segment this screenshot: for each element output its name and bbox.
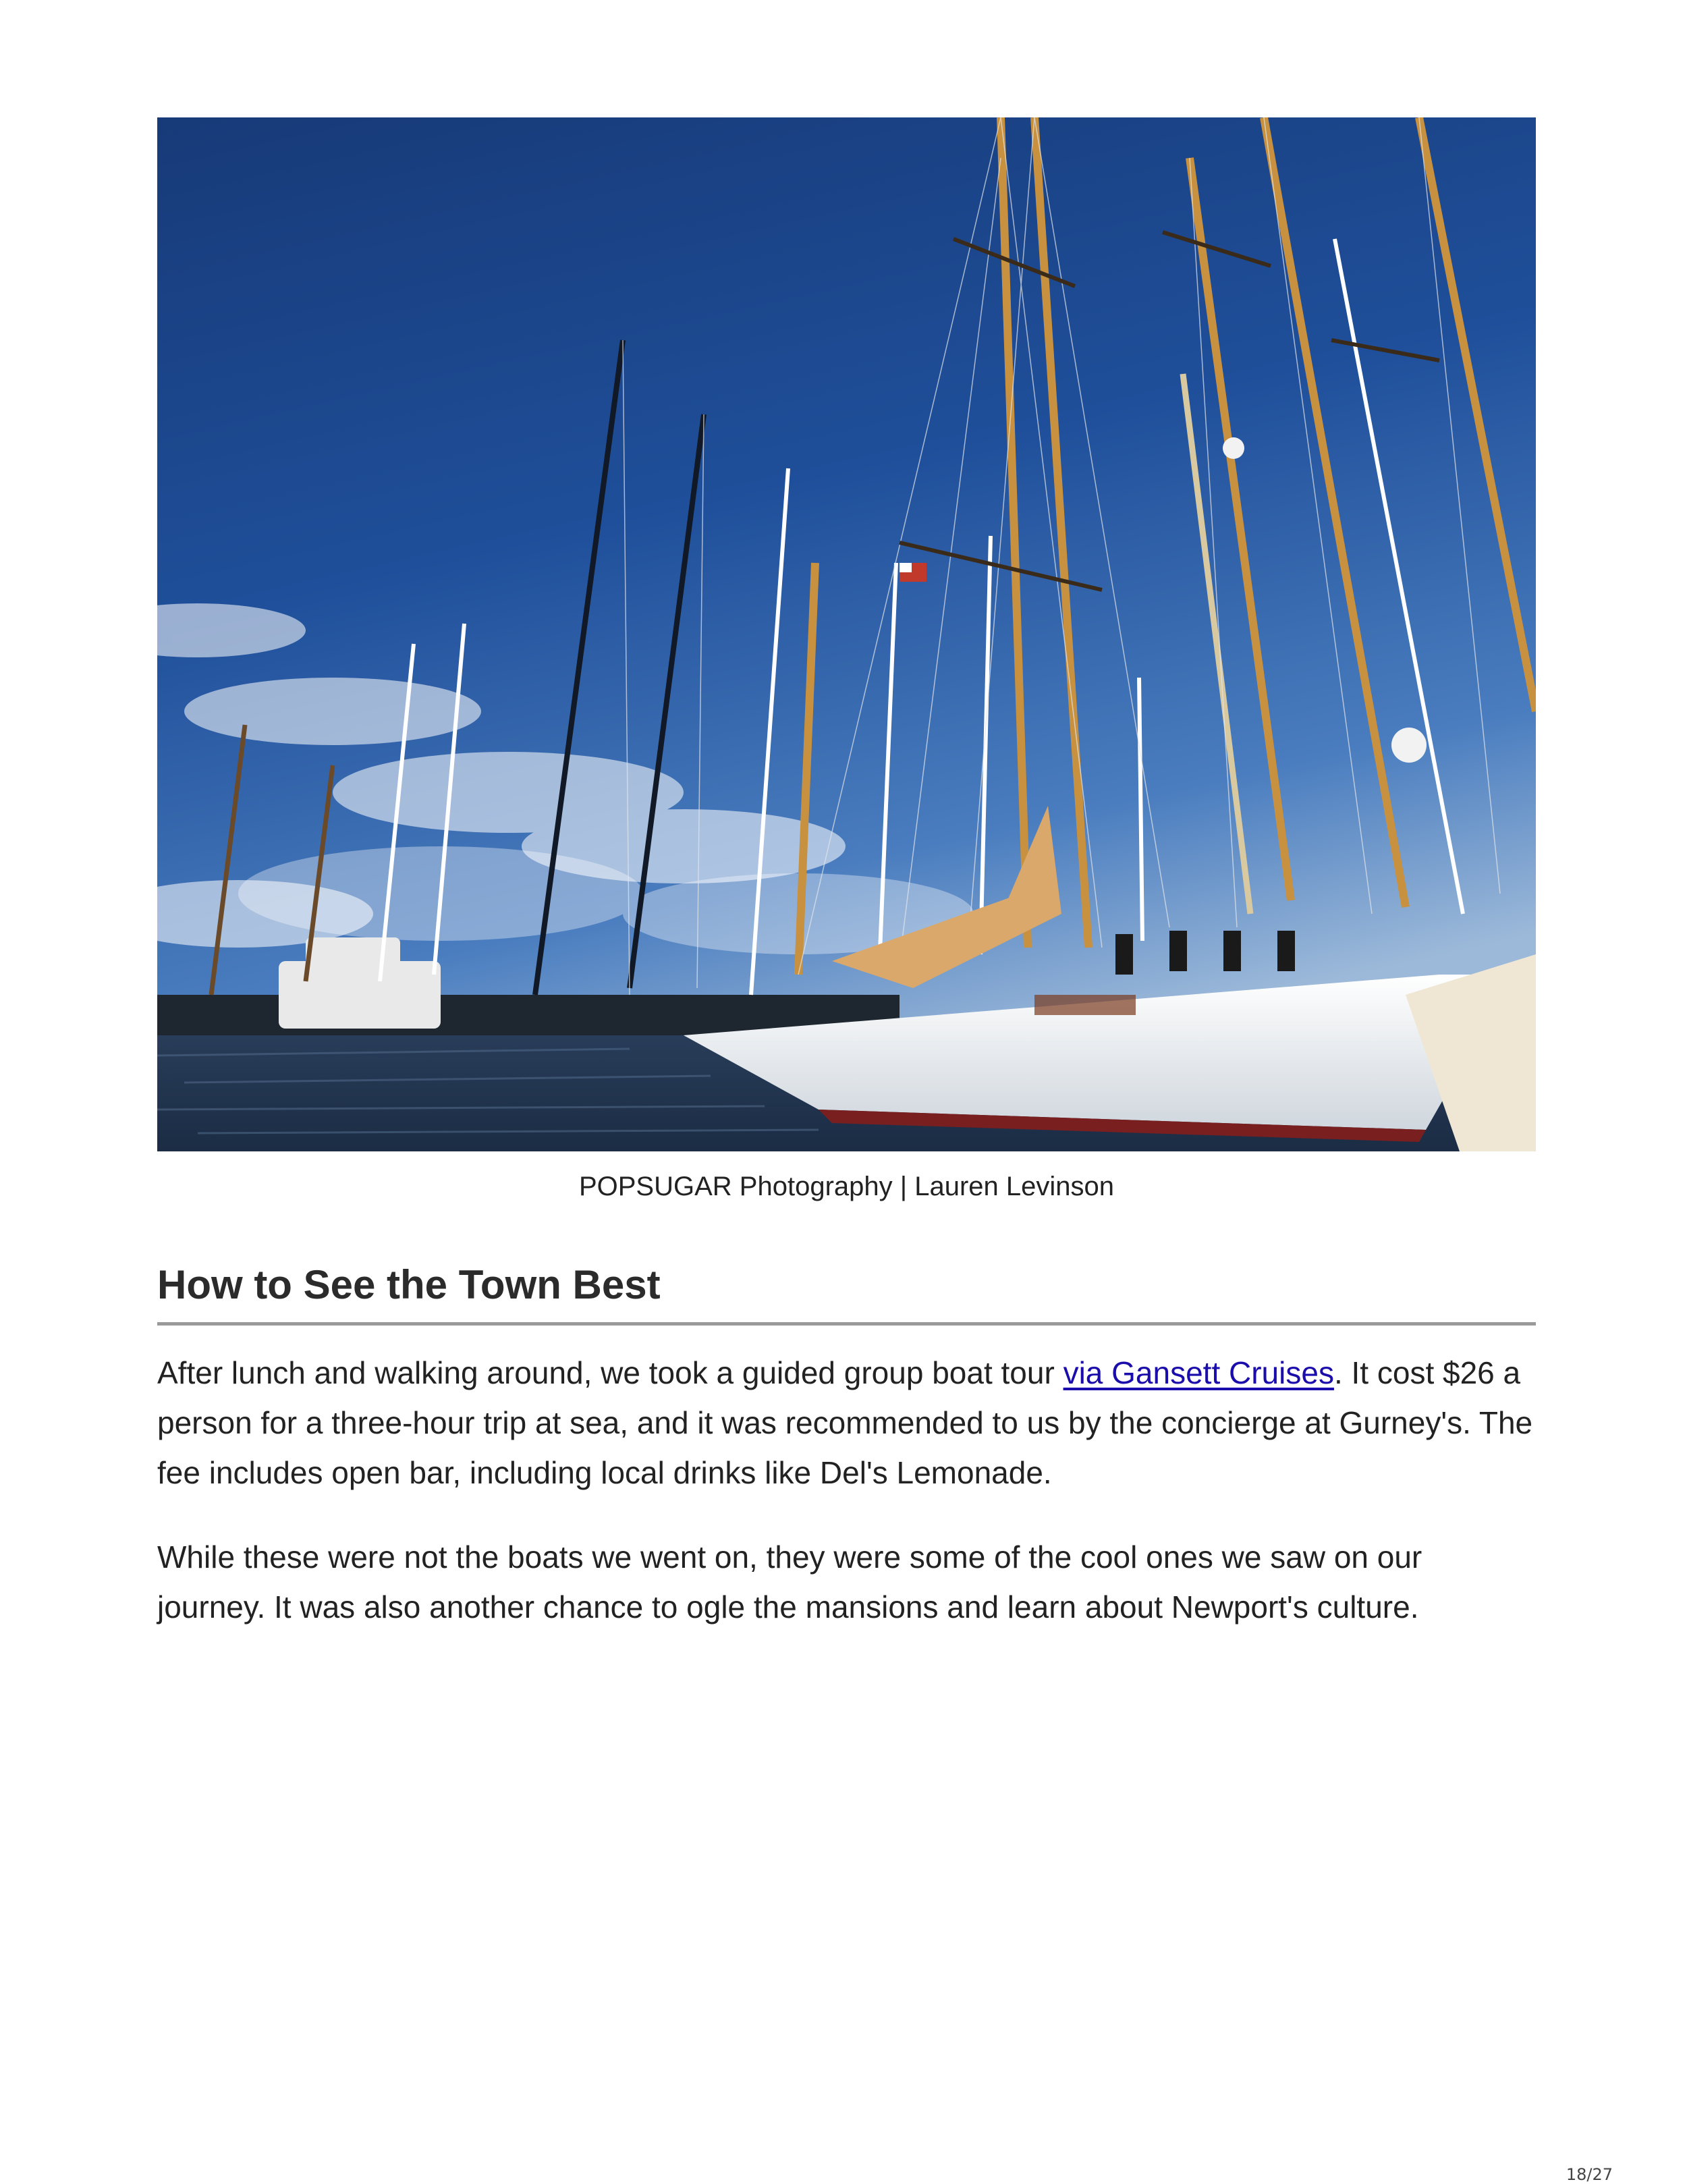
- paragraph-boat-tour: [157, 1348, 1536, 1498]
- paragraph-boats-journey: While these were not the boats we went on, they were some of the cool ones we saw on our journey. It was also another chance to ogle the mansions and learn about Newport's culture.: [157, 1539, 1422, 1625]
- section-heading: How to See the Town Best: [157, 1262, 661, 1307]
- gansett-cruises-link[interactable]: via Gansett Cruises: [1063, 1355, 1334, 1390]
- paragraph-text-after-link: . It cost $26 a person for a three-hour trip at sea, and it was recommended to us by the concierge at Gurney's. The fee includes open bar, including local drinks like Del's Lemonade.: [157, 1355, 1533, 1490]
- photo-caption: POPSUGAR Photography | Lauren Levinson: [578, 1172, 1115, 1201]
- heading-divider: [157, 1322, 1536, 1326]
- harbor-photo-graphic: [157, 117, 1536, 1151]
- paragraph-text-before-link: After lunch and walking around, we took a guided group boat tour: [157, 1355, 1063, 1390]
- page-number: 18/27: [1566, 2165, 1613, 2184]
- harbor-photo: [157, 117, 1536, 1151]
